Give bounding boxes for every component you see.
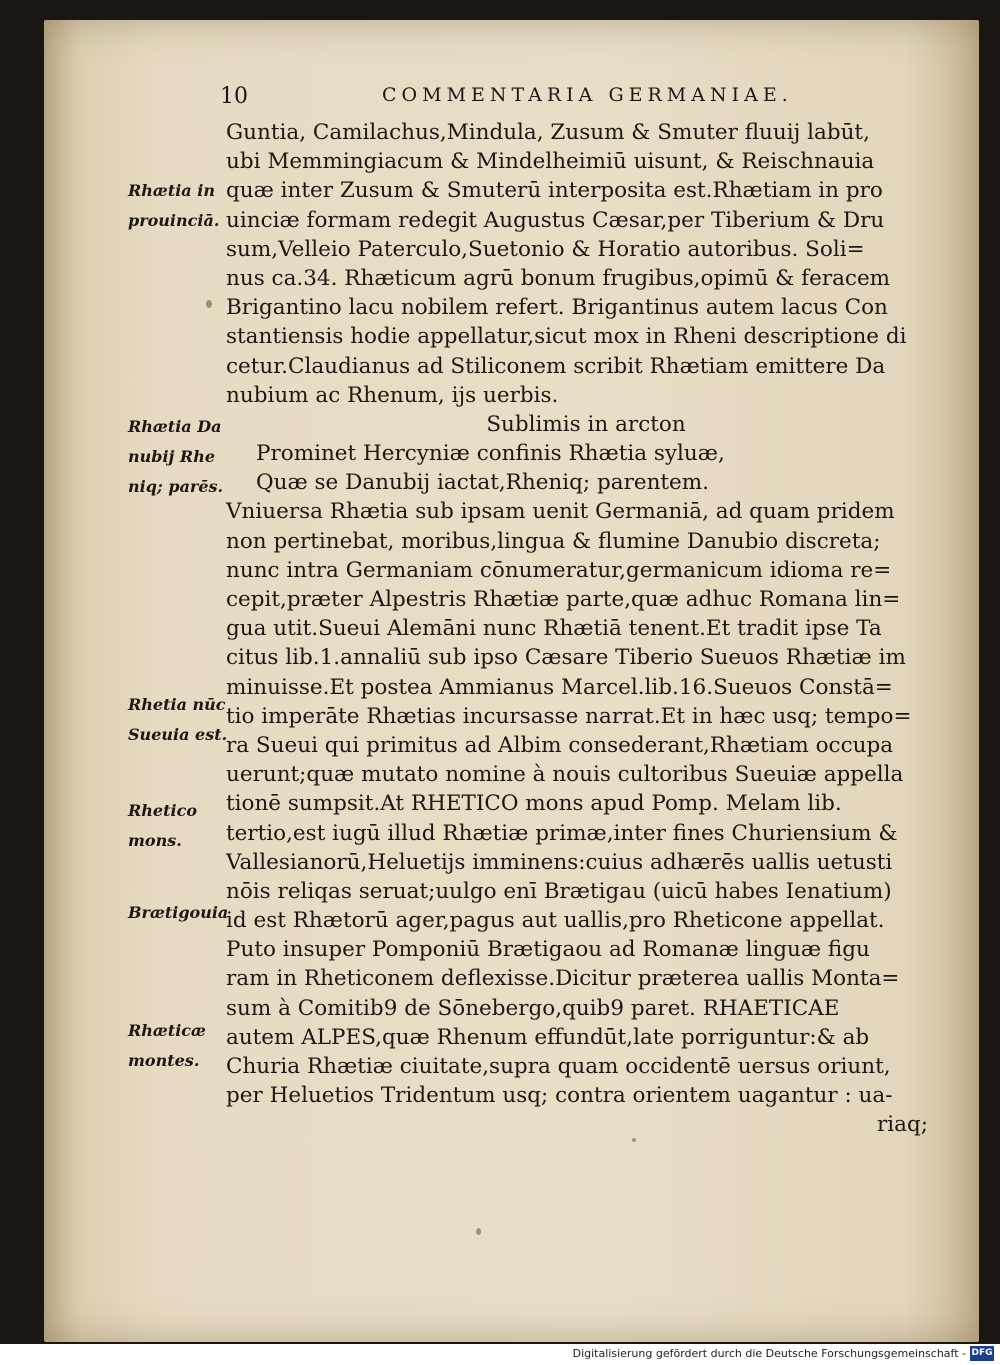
text-line: nunc intra Germaniam cōnumeratur,germanicum idioma re= — [226, 557, 892, 583]
text-line: sum,Velleio Paterculo,Suetonio & Horatio autoribus. Soli= — [226, 236, 865, 262]
margin-note-line: Rhætia Da — [128, 417, 222, 436]
text-line: quæ inter Zusum & Smuterū interposita est.Rhætiam in pro — [226, 178, 883, 204]
margin-note-rhetico-mons — [128, 796, 228, 856]
text-line: nubium ac Rhenum, ijs uerbis. — [226, 382, 559, 408]
text-line: cetur.Claudianus ad Stiliconem scribit Rhætiam emittere Da — [226, 353, 886, 379]
verse-heading: Sublimis in arcton — [486, 411, 686, 437]
margin-note-line: Brætigouia — [128, 903, 229, 922]
text-line: tionē sumpsit.At RHETICO mons apud Pomp. Melam lib. — [226, 791, 842, 817]
text-line: cepit,præter Alpestris Rhætiæ parte,quæ adhuc Romana lin= — [226, 587, 901, 612]
text-line: ubi Memmingiacum & Mindelheimiū uisunt, & Reischnauia — [226, 149, 875, 175]
text-line: Churia Rhætiæ ciuitate,supra quam occidentē uersus oriunt, — [226, 1054, 891, 1079]
margin-note-line: niq; parēs. — [128, 477, 224, 496]
text-line: non pertinebat, moribus,lingua & flumine Danubio discreta; — [226, 528, 881, 554]
text-line: id est Rhætorū ager,pagus aut uallis,pro Rheticone appellat. — [226, 908, 885, 934]
margin-note-line: nubij Rhe — [128, 447, 215, 466]
text-line: Brigantino lacu nobilem refert. Brigantinus autem lacus Con — [226, 295, 888, 321]
margin-note-braetigouia — [128, 898, 228, 928]
digitization-credit: Digitalisierung gefördert durch die Deutsche Forschungsgemeinschaft - — [572, 1347, 966, 1360]
running-title: COMMENTARIA GERMANIAE. — [382, 84, 793, 106]
margin-note-rhaetia-provincia — [128, 176, 228, 236]
margin-note-line: Rhetico — [128, 801, 197, 820]
page-number: 10 — [220, 84, 248, 109]
margin-note-line: Sueuia est. — [128, 725, 228, 744]
margin-note-line: Rhæticæ — [128, 1021, 206, 1040]
margin-note-line: Rhetia nūc — [128, 695, 226, 714]
text-line: ram in Rheticonem deflexisse.Dicitur præterea uallis Monta= — [226, 966, 900, 992]
text-line: gua utit.Sueui Alemāni nunc Rhætiā tenent.Et tradit ipse Ta — [226, 616, 882, 642]
margin-note-rhetia-sueuia — [128, 690, 228, 750]
text-line: tio imperāte Rhætias incursasse narrat.Et in hæc usq; tempo= — [226, 703, 912, 729]
text-line: sum à Comitib9 de Sōnebergo,quib9 paret. RHAETICAE — [226, 995, 840, 1021]
text-line: minuisse.Et postea Ammianus Marcel.lib.16.Sueuos Constā= — [226, 674, 893, 700]
text-line: uerunt;quæ mutato nomine à nouis cultoribus Sueuiæ appella — [226, 762, 904, 788]
text-line: autem ALPES,quæ Rhenum effundūt,late porriguntur:& ab — [226, 1024, 870, 1050]
margin-note-line: prouinciā. — [128, 211, 220, 230]
text-line: citus lib.1.annaliū sub ipso Cæsare Tiberio Sueuos Rhætiæ im — [226, 645, 906, 671]
ink-spot — [476, 1228, 481, 1235]
margin-note-line: montes. — [128, 1051, 200, 1070]
catchword: riaq; — [877, 1112, 928, 1138]
text-line: nus ca.34. Rhæticum agrū bonum frugibus,opimū & feracem — [226, 265, 891, 291]
text-line: Guntia, Camilachus,Mindula, Zusum & Smuter fluuij labūt, — [226, 120, 870, 145]
text-line: ra Sueui qui primitus ad Albim consederant,Rhætiam occupa — [226, 732, 894, 758]
margin-note-rhaeticae-montes — [128, 1016, 228, 1076]
main-text-block — [226, 118, 946, 1140]
margin-note-line: mons. — [128, 831, 182, 850]
margin-note-rhaetia-danubij — [128, 412, 228, 502]
text-line: Vniuersa Rhætia sub ipsam uenit Germaniā, ad quam pridem — [226, 499, 895, 525]
text-line: Puto insuper Pomponiū Brætigaou ad Romanæ linguæ figu — [226, 937, 870, 963]
verse-line: Quæ se Danubij iactat,Rheniq; parentem. — [256, 470, 710, 496]
text-line: per Heluetios Tridentum usq; contra orientem uagantur : ua- — [226, 1083, 893, 1109]
text-line: Vallesianorū,Heluetijs imminens:cuius adhærēs uallis uetusti — [226, 849, 893, 875]
verse-line: Prominet Hercyniæ confinis Rhætia syluæ, — [256, 441, 725, 467]
text-line: stantiensis hodie appellatur,sicut mox in Rheni descriptione di — [226, 324, 907, 350]
text-line: uinciæ formam redegit Augustus Cæsar,per Tiberium & Dru — [226, 207, 885, 233]
ink-spot — [206, 300, 212, 308]
dfg-logo-icon: DFG — [970, 1346, 994, 1361]
text-line: nōis reliqas seruat;uulgo enī Brætigau (uicū habes Ienatium) — [226, 878, 892, 904]
margin-note-line: Rhætia in — [128, 181, 215, 200]
text-line: tertio,est iugū illud Rhætiæ primæ,inter fines Churiensium & — [226, 820, 898, 846]
